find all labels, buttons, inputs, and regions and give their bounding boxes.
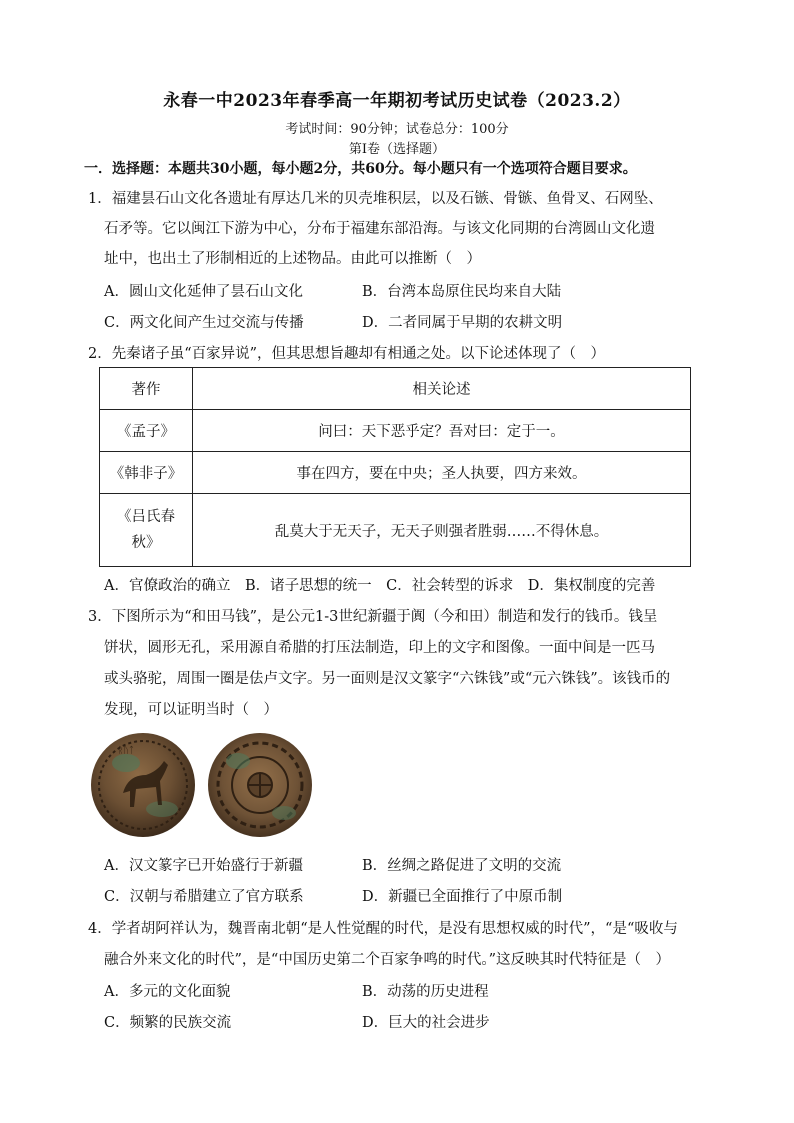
q4-option-a: A．多元的文化面貌 <box>104 984 231 1000</box>
table-header-work: 著作 <box>100 368 193 410</box>
table-cell-quote: 问曰：天下恶乎定？吾对曰：定于一。 <box>193 410 691 452</box>
q2-options: A．官僚政治的确立 B．诸子思想的统一 C．社会转型的诉求 D．集权制度的完善 <box>104 578 656 594</box>
table-header-row <box>100 368 691 410</box>
table-cell-work: 《孟子》 <box>100 410 193 452</box>
page-title: 永春一中2023年春季高一年期初考试历史试卷（2023.2） <box>163 91 631 111</box>
q3-option-b: B．丝绸之路促进了文明的交流 <box>362 858 562 874</box>
hetian-horse-coins-image <box>88 731 314 839</box>
q3-stem-line3: 或头骆驼，周围一圈是佉卢文字。另一面则是汉文篆字“六铢钱”或“元六铢钱”。该钱币的 <box>104 671 671 687</box>
section-heading: 一．选择题：本题共30小题，每小题2分，共60分。每小题只有一个选项符合题目要求。 <box>84 161 637 177</box>
q3-option-a: A．汉文篆字已开始盛行于新疆 <box>104 858 303 874</box>
table-cell-work: 《吕氏春秋》 <box>117 509 175 551</box>
coin-kharoshthi-text: ᚱᚢᛏ <box>118 746 135 756</box>
q1-stem-line2: 石矛等。它以闽江下游为中心，分布于福建东部沿海。与该文化同期的台湾圆山文化遗 <box>104 221 655 237</box>
q3-stem-line4: 发现，可以证明当时（ ） <box>104 702 278 718</box>
q3-option-d: D．新疆已全面推行了中原币制 <box>362 889 563 905</box>
q4-stem-line1: 4．学者胡阿祥认为，魏晋南北朝“是人性觉醒的时代，是没有思想权威的时代”，“是“吸收与 <box>88 921 678 937</box>
table-row <box>100 410 691 452</box>
q2-table <box>99 367 691 567</box>
q1-option-d: D．二者同属于早期的农耕文明 <box>362 315 563 331</box>
q4-option-c: C．频繁的民族交流 <box>104 1015 232 1031</box>
table-header-quote: 相关论述 <box>193 368 691 410</box>
q1-option-a: A．圆山文化延伸了昙石山文化 <box>104 284 303 300</box>
table-row <box>100 452 691 494</box>
q3-stem-line1: 3．下图所示为“和田马钱”，是公元1-3世纪新疆于阗（今和田）制造和发行的钱币。钱呈 <box>88 609 658 625</box>
q1-stem-line1: 1．福建昙石山文化各遗址有厚达几米的贝壳堆积层，以及石镞、骨镞、鱼骨叉、石网坠、 <box>88 191 663 207</box>
q2-stem: 2．先秦诸子虽“百家异说”，但其思想旨趣却有相通之处。以下论述体现了（ ） <box>88 346 606 362</box>
table-cell-work: 《韩非子》 <box>100 452 193 494</box>
table-cell-quote: 事在四方，要在中央；圣人执要，四方来效。 <box>193 452 691 494</box>
exam-info: 考试时间：90分钟；试卷总分：100分 <box>285 122 509 137</box>
table-cell-quote: 乱莫大于无天子，无天子则强者胜弱……不得休息。 <box>193 494 691 567</box>
coin-seal-script-side <box>208 733 312 837</box>
q4-option-b: B．动荡的历史进程 <box>362 984 489 1000</box>
q4-stem-line2: 融合外来文化的时代”，是“中国历史第二个百家争鸣的时代。”这反映其时代特征是（ ） <box>104 952 670 968</box>
q3-stem-line2: 饼状，圆形无孔，采用源自希腊的打压法制造，印上的文字和图像。一面中间是一匹马 <box>104 640 655 656</box>
q3-option-c: C．汉朝与希腊建立了官方联系 <box>104 889 304 905</box>
q1-option-b: B．台湾本岛原住民均来自大陆 <box>362 284 562 300</box>
table-row <box>100 494 691 567</box>
volume-label: 第I卷（选择题） <box>348 142 446 157</box>
q1-stem-line3: 址中，也出土了形制相近的上述物品。由此可以推断（ ） <box>104 251 481 267</box>
q1-option-c: C．两文化间产生过交流与传播 <box>104 315 304 331</box>
coin-horse-side <box>91 733 195 837</box>
q4-option-d: D．巨大的社会进步 <box>362 1015 490 1031</box>
